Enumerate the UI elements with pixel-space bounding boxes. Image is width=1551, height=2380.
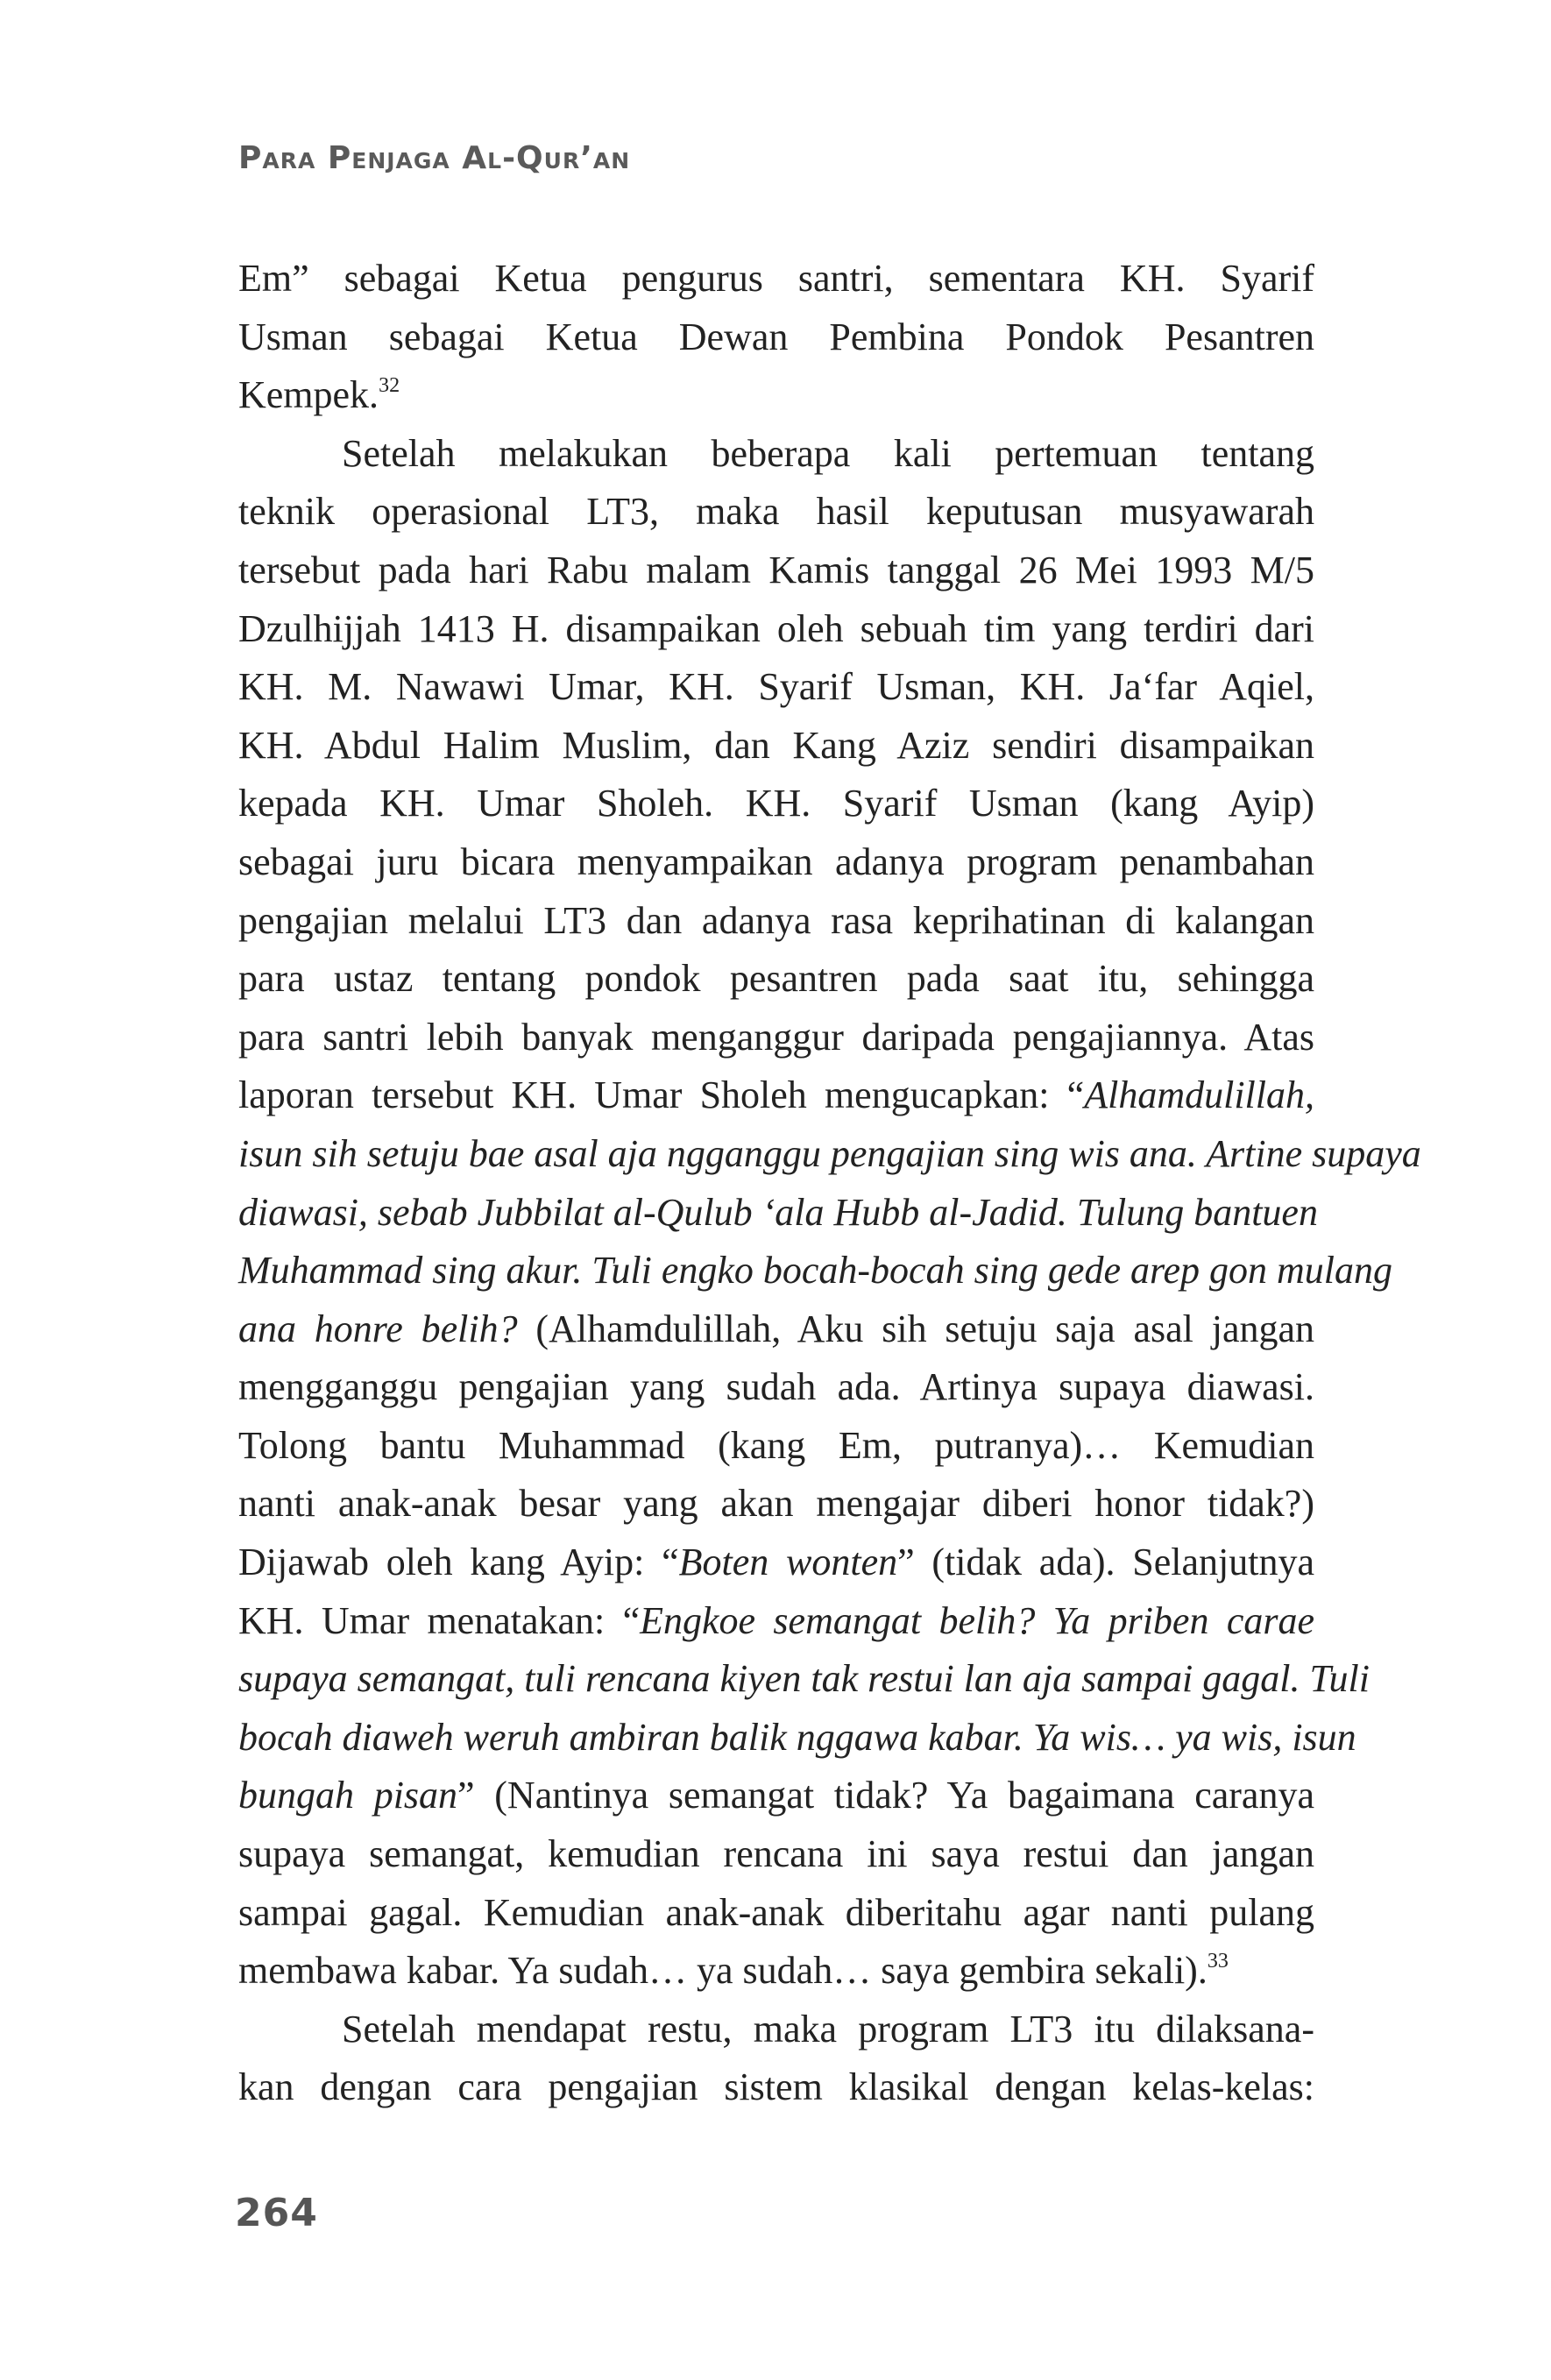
quote-italic: bungah pisan: [238, 1774, 458, 1817]
line-text: Dijawab oleh kang Ayip: “: [238, 1541, 679, 1584]
quote-italic: Boten wonten: [678, 1541, 898, 1584]
text-line-italic: [238, 1242, 1393, 1300]
quote-italic: Engkoe semangat belih? Ya priben carae: [640, 1598, 1314, 1642]
footnote-ref-32: 32: [379, 374, 400, 398]
quote-italic: Muhammad sing akur. Tuli engko bocah-bocah sing gede arep gon mulang: [238, 1249, 1393, 1293]
line-text: ” (tidak ada). Selanjutnya: [897, 1541, 1314, 1584]
line-text: membawa kabar. Ya sudah… ya sudah… saya gembira sekali).: [238, 1949, 1208, 1993]
text-line: KH. Abdul Halim Muslim, dan Kang Aziz sendiri disampaikan: [238, 723, 1314, 767]
text-line: [238, 1592, 1314, 1651]
text-line: supaya semangat, kemudian rencana ini saya restui dan jangan: [238, 1832, 1314, 1876]
text-line: sebagai juru bicara menyampaikan adanya program penambahan: [238, 839, 1314, 883]
text-line-italic: [238, 1184, 1318, 1243]
text-line: [238, 1300, 1314, 1359]
running-header: [238, 140, 630, 176]
text-line-italic: [238, 1650, 1370, 1709]
paragraph-start: Setelah melakukan beberapa kali pertemuan tentang: [342, 431, 1314, 475]
footnote-ref-33: 33: [1207, 1950, 1229, 1973]
text-line: teknik operasional LT3, maka hasil keputusan musyawarah: [238, 490, 1314, 534]
text-line: [238, 1942, 1314, 2001]
text-line: [238, 1066, 1314, 1125]
body-text: [238, 250, 1421, 2117]
line-text: laporan tersebut KH. Umar Sholeh mengucapkan: “: [238, 1073, 1085, 1117]
quote-italic: diawasi, sebab Jubbilat al-Qulub ‘ala Hubb al-Jadid. Tulung bantuen: [238, 1190, 1318, 1234]
text-line: [238, 366, 1314, 425]
quote-italic: isun sih setuju bae asal aja ngganggu pengajian sing wis ana. Artine supaya: [238, 1131, 1421, 1175]
text-line: pengajian melalui LT3 dan adanya rasa keprihatinan di kalangan: [238, 898, 1314, 942]
text-line: [238, 1767, 1314, 1825]
text-line-italic: [238, 1709, 1356, 1767]
text-line: para santri lebih banyak menganggur daripada pengajiannya. Atas: [238, 1015, 1314, 1059]
line-text: ” (Nantinya semangat tidak? Ya bagaimana caranya: [457, 1774, 1314, 1817]
text-line: [238, 1534, 1314, 1592]
text-line: KH. M. Nawawi Umar, KH. Syarif Usman, KH. Ja‘far Aqiel,: [238, 665, 1314, 709]
text-line: kepada KH. Umar Sholeh. KH. Syarif Usman (kang Ayip): [238, 782, 1314, 825]
line-text: Kempek.: [238, 373, 379, 417]
text-line: para ustaz tentang pondok pesantren pada saat itu, sehingga: [238, 957, 1314, 1001]
running-header-title: Para Penjaga Al-Qur’an: [238, 140, 631, 176]
quote-italic: ana honre belih?: [238, 1307, 518, 1350]
text-line: Dzulhijjah 1413 H. disampaikan oleh sebuah tim yang terdiri dari: [238, 606, 1314, 650]
text-line-italic: [238, 1125, 1421, 1184]
paragraph-start: Setelah mendapat restu, maka program LT3 itu dilaksana-: [342, 2007, 1314, 2051]
text-line: Usman sebagai Ketua Dewan Pembina Pondok Pesantren: [238, 315, 1314, 358]
text-line: tersebut pada hari Rabu malam Kamis tanggal 26 Mei 1993 M/5: [238, 548, 1314, 591]
line-text: (Alhamdulillah, Aku sih setuju saja asal jangan: [517, 1307, 1314, 1350]
text-line: sampai gagal. Kemudian anak-anak diberitahu agar nanti pulang: [238, 1890, 1314, 1934]
page-number: 264: [235, 2191, 318, 2235]
quote-italic: supaya semangat, tuli rencana kiyen tak restui lan aja sampai gagal. Tuli: [238, 1657, 1370, 1701]
text-line: Tolong bantu Muhammad (kang Em, putranya)… Kemudian: [238, 1423, 1314, 1467]
line-text: KH. Umar menatakan: “: [238, 1598, 641, 1642]
text-line: Em” sebagai Ketua pengurus santri, sementara KH. Syarif: [238, 257, 1314, 300]
text-line: mengganggu pengajian yang sudah ada. Artinya supaya diawasi.: [238, 1365, 1314, 1409]
quote-italic: bocah diaweh weruh ambiran balik nggawa kabar. Ya wis… ya wis, isun: [238, 1715, 1356, 1759]
quote-italic: Alhamdulillah,: [1084, 1073, 1314, 1117]
text-line: kan dengan cara pengajian sistem klasikal dengan kelas-kelas:: [238, 2065, 1314, 2109]
text-line: nanti anak-anak besar yang akan mengajar diberi honor tidak?): [238, 1482, 1314, 1526]
